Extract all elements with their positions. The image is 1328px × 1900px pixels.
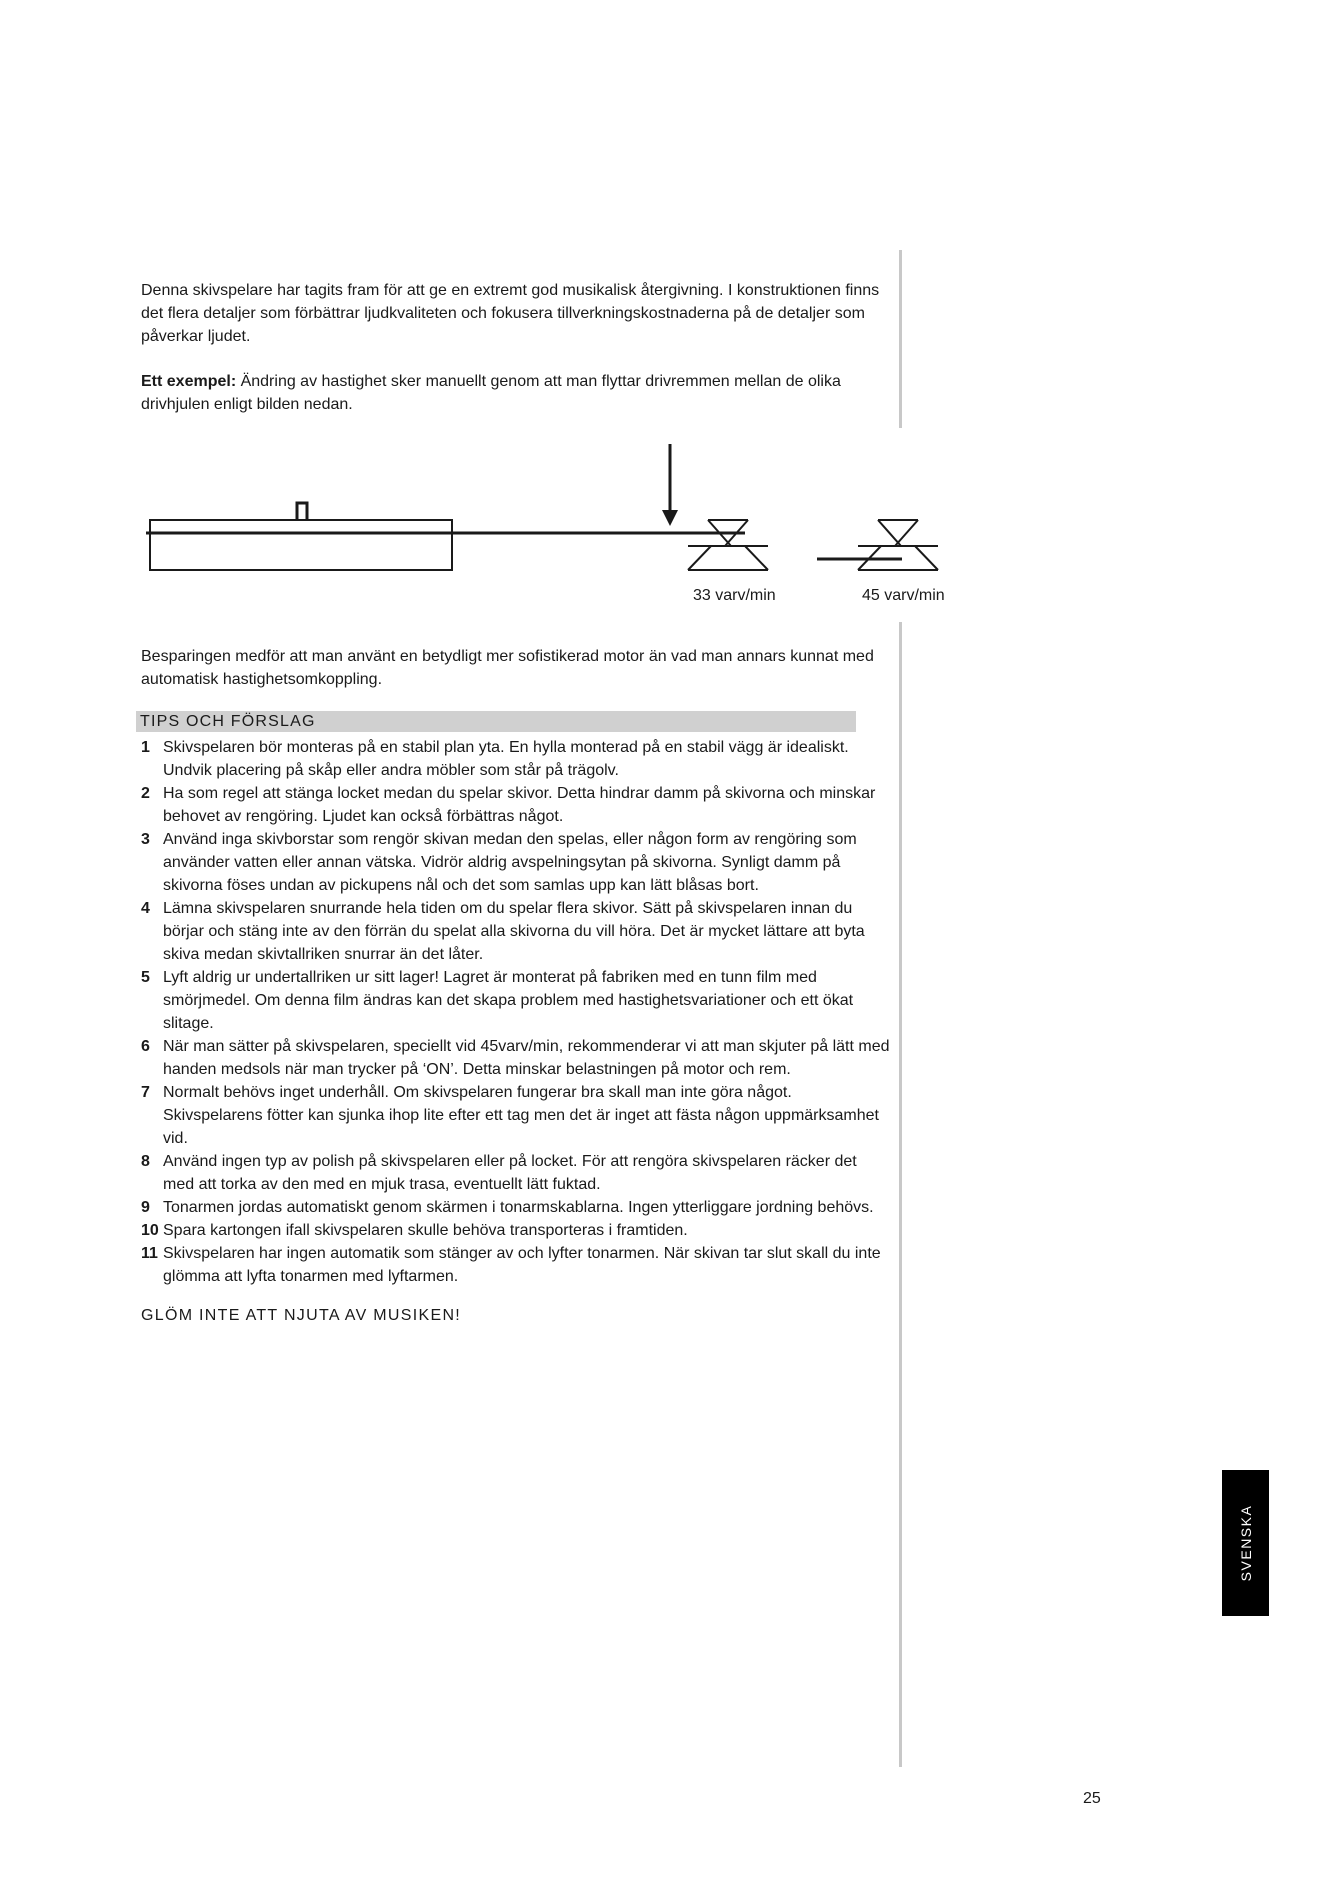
- list-item-text: Spara kartongen ifall skivspelaren skulle behöva transporteras i framtiden.: [163, 1222, 688, 1239]
- page-number: 25: [1083, 1790, 1101, 1807]
- list-item-number: 9: [141, 1199, 150, 1216]
- spindle-shape: [297, 503, 307, 520]
- savings-paragraph: Besparingen medför att man använt en betydligt mer sofistikerad motor än vad man annars kunnat med automatisk hastighetsomkoppling.: [141, 648, 874, 688]
- list-item-text: Skivspelaren bör monteras på en stabil plan yta. En hylla monterad på en stabil vägg är idealiskt. Undvik placering på skåp eller andra möbler som står på trägolv.: [163, 739, 849, 779]
- list-item-text: När man sätter på skivspelaren, speciellt vid 45varv/min, rekommenderar vi att man skjuter på lätt med handen medsols när man trycker på ‘ON’. Detta minskar belastningen på motor och rem.: [163, 1038, 890, 1078]
- list-item: [141, 966, 891, 1035]
- list-item-text: Använd ingen typ av polish på skivspelaren eller på locket. För att rengöra skivspelaren räcker det med att torka av den med en mjuk trasa, eventuellt lätt fuktad.: [163, 1153, 857, 1193]
- list-item: [141, 1196, 891, 1219]
- list-item: [141, 828, 891, 897]
- list-item-number: 8: [141, 1153, 150, 1170]
- pulley-45: [858, 520, 938, 570]
- list-item-number: 10: [141, 1222, 159, 1239]
- list-item-text: Lämna skivspelaren snurrande hela tiden om du spelar flera skivor. Sätt på skivspelaren innan du börjar och stäng inte av den förrän du spelat alla skivorna du vill höra. Det är mycket lättare att byta skiva medan skivtallriken snurrar än det låter.: [163, 900, 865, 963]
- example-paragraph: [141, 370, 881, 416]
- list-item-text: Tonarmen jordas automatiskt genom skärmen i tonarmskablarna. Ingen ytterliggare jordning behövs.: [163, 1199, 874, 1216]
- tips-list: [141, 736, 891, 1288]
- intro-paragraph: Denna skivspelare har tagits fram för att ge en extremt god musikalisk återgivning. I konstruktionen finns det flera detaljer som förbättrar ljudkvaliteten och fokusera tillverkningskostnaderna på de detaljer som påverkar ljudet.: [141, 282, 880, 345]
- list-item-text: Lyft aldrig ur undertallriken ur sitt lager! Lagret är monterat på fabriken med en tunn film med smörjmedel. Om denna film ändras kan det skapa problem med hastighetsvariationer och ett ökat slitage.: [163, 969, 854, 1032]
- label-45-rpm: 45 varv/min: [862, 587, 945, 604]
- list-item: [141, 1081, 891, 1150]
- platter-outline: [150, 520, 452, 570]
- list-item: [141, 897, 891, 966]
- list-item-text: Normalt behövs inget underhåll. Om skivspelaren fungerar bra skall man inte göra något. Skivspelarens fötter kan sjunka ihop lite efter ett tag men det är inget att fästa någon uppmärksamhet vid.: [163, 1084, 879, 1147]
- list-item-number: 11: [141, 1245, 158, 1262]
- list-item-number: 6: [141, 1038, 150, 1055]
- margin-rule-top: [899, 250, 902, 428]
- arrow-down-icon: [662, 510, 678, 526]
- list-item-number: 2: [141, 785, 150, 802]
- pulley-33: [688, 520, 768, 570]
- example-text: Ändring av hastighet sker manuellt genom att man flyttar drivremmen mellan de olika drivhjulen enligt bilden nedan.: [141, 373, 841, 413]
- list-item: [141, 1150, 891, 1196]
- list-item-text: Skivspelaren har ingen automatik som stänger av och lyfter tonarmen. När skivan tar slut skall du inte glömma att lyfta tonarmen med lyftarmen.: [163, 1245, 881, 1285]
- list-item-number: 4: [141, 900, 150, 917]
- list-item-text: Använd inga skivborstar som rengör skivan medan den spelas, eller någon form av rengöring som använder vatten eller annan vätska. Vidrör aldrig avspelningsytan på skivorna. Synligt damm på skivorna föses undan av pickupens nål och det som samlas upp kan lätt blåsas bort.: [163, 831, 857, 894]
- list-item: [141, 1035, 891, 1081]
- list-item: [141, 1242, 891, 1288]
- tips-heading: TIPS OCH FÖRSLAG: [136, 711, 856, 732]
- list-item-number: 5: [141, 969, 150, 986]
- list-item-text: Ha som regel att stänga locket medan du spelar skivor. Detta hindrar damm på skivorna och minskar behovet av rengöring. Ljudet kan också förbättras något.: [163, 785, 876, 825]
- list-item: [141, 1219, 891, 1242]
- list-item-number: 7: [141, 1084, 150, 1101]
- list-item-number: 3: [141, 831, 150, 848]
- example-label: Ett exempel:: [141, 373, 237, 390]
- drive-belt-diagram: [140, 440, 960, 580]
- list-item-number: 1: [141, 739, 150, 756]
- language-tab-label: SVENSKA: [1237, 1504, 1254, 1582]
- language-tab: [1222, 1470, 1269, 1616]
- list-item: [141, 782, 891, 828]
- list-item: [141, 736, 891, 782]
- closing-line: GLÖM INTE ATT NJUTA AV MUSIKEN!: [141, 1307, 462, 1324]
- margin-rule-bottom: [899, 622, 902, 1767]
- label-33-rpm: 33 varv/min: [693, 587, 776, 604]
